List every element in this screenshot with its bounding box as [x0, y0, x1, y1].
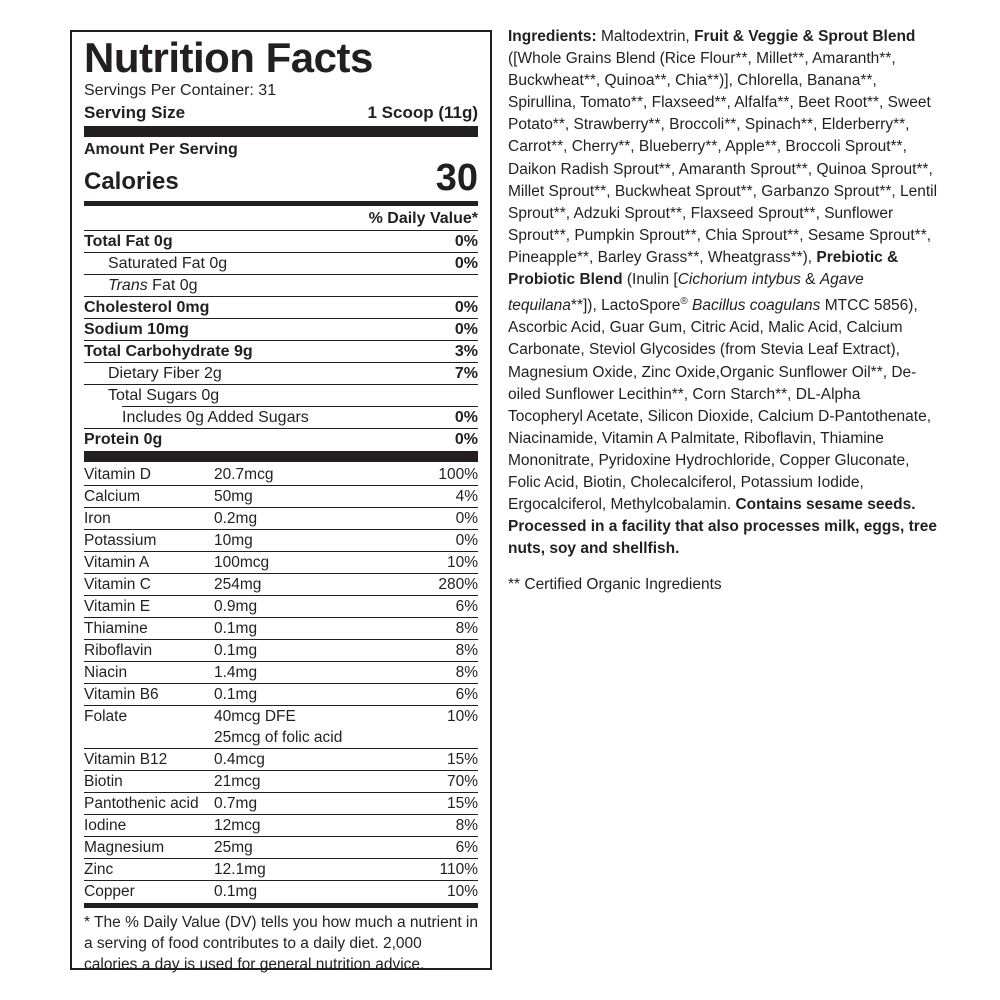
- nutrient-row-cholesterol: [84, 296, 478, 318]
- vitamin-name: Iodine: [84, 817, 127, 834]
- latin-name: Cichorium intybus: [677, 271, 801, 289]
- latin-name: Bacillus coagulans: [692, 297, 821, 315]
- vitamin-row: [84, 573, 478, 595]
- vitamin-name: Calcium: [84, 488, 140, 505]
- vitamin-name: Thiamine: [84, 620, 148, 637]
- vitamin-name: Vitamin C: [84, 576, 151, 593]
- vitamin-name: Biotin: [84, 773, 123, 790]
- latin-name: Agave tequilana: [508, 271, 864, 315]
- ingredients-section: [508, 26, 938, 597]
- daily-value-footnote: * The % Daily Value (DV) tells you how much a nutrient in a serving of food contributes to a daily diet. 2,000 calories a day is used for general nutrition advice.: [84, 914, 478, 973]
- vitamin-row: [84, 705, 478, 748]
- daily-value-header: % Daily Value*: [368, 210, 478, 227]
- organic-note: ** Certified Organic Ingredients: [508, 576, 722, 594]
- vitamin-row: [84, 485, 478, 507]
- vitamin-name: Pantothenic acid: [84, 795, 199, 812]
- vitamin-name: Magnesium: [84, 839, 165, 856]
- vitamin-amount-cell: [214, 859, 398, 880]
- vitamin-name: Potassium: [84, 532, 157, 549]
- vitamin-row: [84, 880, 478, 902]
- nutrient-pct: 3%: [454, 343, 478, 360]
- blend-name: Prebiotic & Probiotic Blend: [508, 248, 899, 289]
- nutrient-name: Total Carbohydrate 9g: [84, 343, 253, 360]
- nutrient-pct: 0%: [454, 299, 478, 316]
- vitamin-amount-cell: [214, 574, 398, 595]
- nutrient-name: Sodium 10mg: [84, 321, 189, 338]
- vitamin-name: Vitamin D: [84, 466, 151, 483]
- vitamin-row: [84, 858, 478, 880]
- ingredients-text: MTCC 5856), Ascorbic Acid, Guar Gum, Citric Acid, Malic Acid, Calcium Carbonate, Steviol Glycosides (from Stevia Leaf Extract), Magnesium Oxide, Zinc Oxide,Organic Sunflower Oil**, De-oiled Sunflower Lecithin**, Corn Starch**, DL-Alpha Tocopheryl Acetate, Silicon Dioxide, Calcium D-Pantothenate, Niacinamide, Vitamin A Palmitate, Riboflavin, Thiamine Mononitrate, Pyridoxine Hydrochloride, Copper Gluconate, Folic Acid, Biotin, Cholecalciferol, Potassium Iodide, Ergocalciferol, Methylcobalamin.: [508, 297, 932, 514]
- vitamin-pct: 280%: [438, 576, 478, 593]
- vitamin-pct: 70%: [446, 773, 478, 790]
- nutrition-facts-title: Nutrition Facts: [84, 34, 373, 81]
- vitamin-row: [84, 529, 478, 551]
- vitamin-amount: 0.1mg: [214, 883, 258, 900]
- vitamin-amount-cell: [214, 749, 398, 770]
- vitamin-amount: 12mcg: [214, 817, 261, 834]
- vitamin-amount: 21mcg: [214, 773, 261, 790]
- vitamin-pct: 15%: [446, 751, 478, 768]
- vitamin-pct: 8%: [455, 620, 478, 637]
- servings-per-container-text: Servings Per Container: 31: [84, 82, 277, 99]
- vitamin-amount: 100mcg: [214, 554, 270, 571]
- vitamin-amount: 1.4mg: [214, 664, 258, 681]
- vitamin-mineral-list: [84, 464, 478, 902]
- nutrient-row-saturated-fat: [84, 252, 478, 274]
- vitamin-amount-cell: [214, 706, 398, 748]
- nutrient-row-sodium: [84, 318, 478, 340]
- vitamin-pct: 10%: [446, 708, 478, 725]
- vitamin-amount: 0.1mg: [214, 620, 258, 637]
- nutrient-pct: 0%: [454, 321, 478, 338]
- nutrient-name-italic: Trans: [108, 277, 148, 294]
- amount-per-serving: [84, 139, 478, 161]
- serving-size-value: 1 Scoop (11g): [367, 103, 478, 122]
- vitamin-name: Vitamin B6: [84, 686, 159, 703]
- vitamin-amount-cell: [214, 640, 398, 661]
- divider-thick: [84, 451, 478, 462]
- vitamin-name: Vitamin A: [84, 554, 150, 571]
- divider-medium: [84, 201, 478, 206]
- vitamin-name: Niacin: [84, 664, 128, 681]
- vitamin-pct: 110%: [439, 861, 478, 878]
- vitamin-amount-cell: [214, 530, 398, 551]
- vitamin-pct: 10%: [446, 554, 478, 571]
- nutrient-name: Dietary Fiber 2g: [108, 365, 222, 382]
- vitamin-amount: 0.7mg: [214, 795, 258, 812]
- ingredients-text: &: [800, 271, 820, 289]
- vitamin-amount: 10mg: [214, 532, 253, 549]
- vitamin-amount: 0.4mcg: [214, 751, 265, 768]
- vitamin-amount: 0.1mg: [214, 642, 258, 659]
- vitamin-pct: 8%: [455, 642, 478, 659]
- vitamin-name: Folate: [84, 708, 128, 725]
- nutrient-row-protein: [84, 428, 478, 450]
- nutrient-name: [84, 275, 198, 296]
- nutrient-list: [84, 230, 478, 450]
- vitamin-amount-cell: [214, 552, 398, 573]
- ingredients-label: Ingredients:: [508, 28, 597, 45]
- vitamin-amount-cell: [214, 771, 398, 792]
- vitamin-amount-cell: [214, 662, 398, 683]
- vitamin-row: [84, 814, 478, 836]
- vitamin-amount-cell: [214, 486, 398, 507]
- vitamin-pct: 0%: [455, 510, 478, 527]
- ingredients-paragraph: [508, 26, 938, 560]
- nutrition-facts-panel: [70, 30, 492, 973]
- vitamin-row: [84, 551, 478, 573]
- nutrient-pct: 7%: [454, 365, 478, 382]
- vitamin-pct: 100%: [438, 466, 478, 483]
- vitamin-row: [84, 661, 478, 683]
- vitamin-amount-cell: [214, 881, 398, 902]
- vitamin-amount-secondary: 25mcg of folic acid: [214, 729, 343, 746]
- calories-label: Calories: [84, 168, 179, 195]
- vitamin-amount: 0.2mg: [214, 510, 258, 527]
- vitamin-name: Riboflavin: [84, 642, 153, 659]
- vitamin-pct: 10%: [446, 883, 478, 900]
- vitamin-amount-cell: [214, 793, 398, 814]
- blend-name: Fruit & Veggie & Sprout Blend: [694, 28, 916, 45]
- allergen-statement: Contains sesame seeds. Processed in a facility that also processes milk, eggs, tree nuts, soy and shellfish.: [508, 496, 938, 558]
- vitamin-row: [84, 617, 478, 639]
- ingredients-text: Maltodextrin,: [596, 28, 695, 45]
- nutrient-row-total-carbohydrate: [84, 340, 478, 362]
- vitamin-row: [84, 639, 478, 661]
- vitamin-amount: 12.1mg: [214, 861, 266, 878]
- vitamin-pct: 4%: [455, 488, 478, 505]
- vitamin-amount-cell: [214, 815, 398, 836]
- ingredients-text: ([Whole Grains Blend (Rice Flour**, Millet**, Amaranth**, Buckwheat**, Quinoa**, Chia**)], Chlorella, Banana**, Spirullina, Tomato**, Flaxseed**, Alfalfa**, Beet Root**, Sweet Potato**, Strawberry**, Broccoli**, Spinach**, Elderberry**, Carrot**, Cherry**, Blueberry**, Apple**, Broccoli Sprout**, Daikon Radish Sprout**, Amaranth Sprout**, Quinoa Sprout**, Millet Sprout**, Buckwheat Sprout**, Garbanzo Sprout**, Lentil Sprout**, Adzuki Sprout**, Flaxseed Sprout**, Sunflower Sprout**, Pumpkin Sprout**, Chia Sprout**, Sesame Sprout**, Pineapple**, Barley Grass**, Wheatgrass**),: [508, 50, 938, 266]
- vitamin-amount: 40mcg DFE: [214, 708, 296, 725]
- vitamin-row: [84, 770, 478, 792]
- servings-per-container: [84, 80, 478, 102]
- vitamin-row: [84, 836, 478, 858]
- amount-per-serving-label: Amount Per Serving: [84, 141, 238, 158]
- nutrient-pct: 0%: [454, 409, 478, 426]
- vitamin-name: Vitamin E: [84, 598, 151, 615]
- vitamin-pct: 6%: [455, 839, 478, 856]
- vitamin-row: [84, 748, 478, 770]
- nutrient-name: Cholesterol 0mg: [84, 299, 210, 316]
- nutrient-name: Includes 0g Added Sugars: [122, 409, 309, 426]
- nutrient-row-total-sugars: [84, 384, 478, 406]
- vitamin-amount-cell: [214, 618, 398, 639]
- vitamin-pct: 6%: [455, 598, 478, 615]
- registered-mark: ®: [680, 296, 688, 308]
- vitamin-amount: 0.9mg: [214, 598, 258, 615]
- vitamin-row: [84, 507, 478, 529]
- vitamin-amount-cell: [214, 837, 398, 858]
- vitamin-amount: 25mg: [214, 839, 253, 856]
- calories-value: 30: [435, 157, 478, 199]
- vitamin-row: [84, 595, 478, 617]
- vitamin-amount-cell: [214, 464, 398, 485]
- divider-thick: [84, 126, 478, 137]
- vitamin-name: Vitamin B12: [84, 751, 168, 768]
- vitamin-amount-cell: [214, 684, 398, 705]
- vitamin-amount: 20.7mcg: [214, 466, 274, 483]
- vitamin-amount: 0.1mg: [214, 686, 258, 703]
- vitamin-pct: 6%: [455, 686, 478, 703]
- vitamin-amount-cell: [214, 508, 398, 529]
- vitamin-row: [84, 464, 478, 485]
- nutrient-row-added-sugars: [122, 406, 478, 428]
- vitamin-amount: 50mg: [214, 488, 253, 505]
- nutrient-row-trans-fat: [84, 274, 478, 296]
- ingredients-text: **]), LactoSpore: [570, 297, 681, 315]
- nutrient-row-total-fat: [84, 230, 478, 252]
- vitamin-name: Copper: [84, 883, 135, 900]
- vitamin-pct: 8%: [455, 817, 478, 834]
- vitamin-amount-cell: [214, 596, 398, 617]
- ingredients-text: (Inulin [: [622, 271, 678, 289]
- vitamin-name: Iron: [84, 510, 111, 527]
- nutrient-pct: 0%: [454, 255, 478, 272]
- vitamin-name: Zinc: [84, 861, 114, 878]
- vitamin-pct: 15%: [446, 795, 478, 812]
- vitamin-amount: 254mg: [214, 576, 262, 593]
- nutrient-name-rest: Fat 0g: [147, 277, 198, 294]
- serving-size-label: Serving Size: [84, 103, 186, 122]
- nutrient-pct: 0%: [454, 233, 478, 250]
- vitamin-pct: 8%: [455, 664, 478, 681]
- nutrient-row-dietary-fiber: [84, 362, 478, 384]
- nutrient-name: Saturated Fat 0g: [108, 255, 228, 272]
- vitamin-row: [84, 792, 478, 814]
- vitamin-pct: 0%: [455, 532, 478, 549]
- serving-size-row: [84, 102, 478, 124]
- nutrient-name: Total Sugars 0g: [108, 387, 220, 404]
- nutrient-pct: 0%: [454, 431, 478, 448]
- vitamin-row: [84, 683, 478, 705]
- calories-row: [84, 157, 478, 199]
- nutrient-name: Total Fat 0g: [84, 233, 173, 250]
- nutrient-name: Protein 0g: [84, 431, 163, 448]
